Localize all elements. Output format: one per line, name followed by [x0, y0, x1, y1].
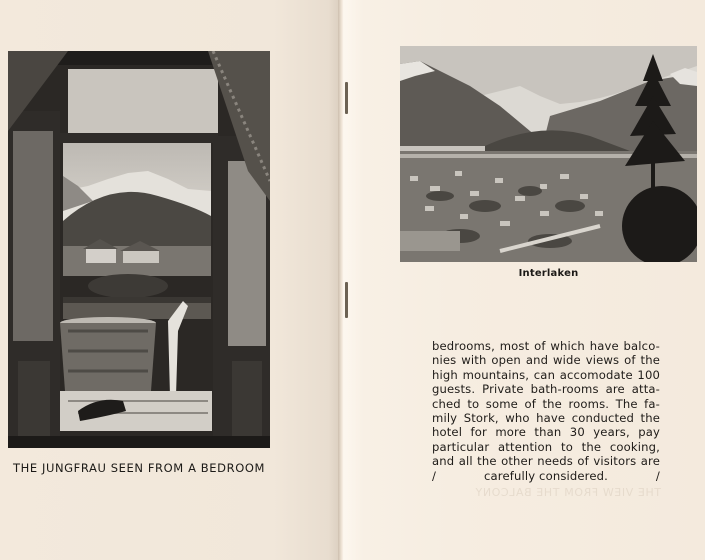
text-line: mily Stork, who have conducted the: [432, 411, 660, 426]
interlaken-photo-graphic: [400, 46, 697, 262]
photo-jungfrau-from-bedroom: [8, 51, 270, 448]
slash-ornament-left: /: [432, 468, 437, 483]
closing-text: carefully considered.: [484, 468, 608, 483]
text-line: high mountains, can accomodate 100: [432, 367, 660, 382]
closing-line: [432, 469, 660, 483]
body-paragraph: [432, 339, 660, 483]
staple-top: [345, 82, 348, 114]
text-line: and all the other needs of visitors are: [432, 454, 660, 469]
text-line: ched to some of the rooms. The fa-: [432, 396, 660, 411]
text-line: hotel for more than 30 years, pay: [432, 425, 660, 440]
caption-interlaken: Interlaken: [518, 268, 579, 279]
text-line: nies with open and wide views of the: [432, 353, 660, 368]
photo-interlaken: [400, 46, 697, 262]
book-spine: [338, 0, 344, 560]
text-line: guests. Private bath-rooms are atta-: [432, 382, 660, 397]
text-line: bedrooms, most of which have balco-: [432, 339, 660, 353]
balcony-photo-graphic: [8, 51, 270, 448]
staple-bottom: [345, 282, 348, 318]
text-line: particular attention to the cooking,: [432, 439, 660, 454]
bleed-through-text: THE VIEW FROM THE BALCONY: [474, 486, 662, 499]
slash-ornament-right: /: [655, 468, 660, 483]
caption-jungfrau: THE JUNGFRAU SEEN FROM A BEDROOM: [12, 461, 266, 475]
